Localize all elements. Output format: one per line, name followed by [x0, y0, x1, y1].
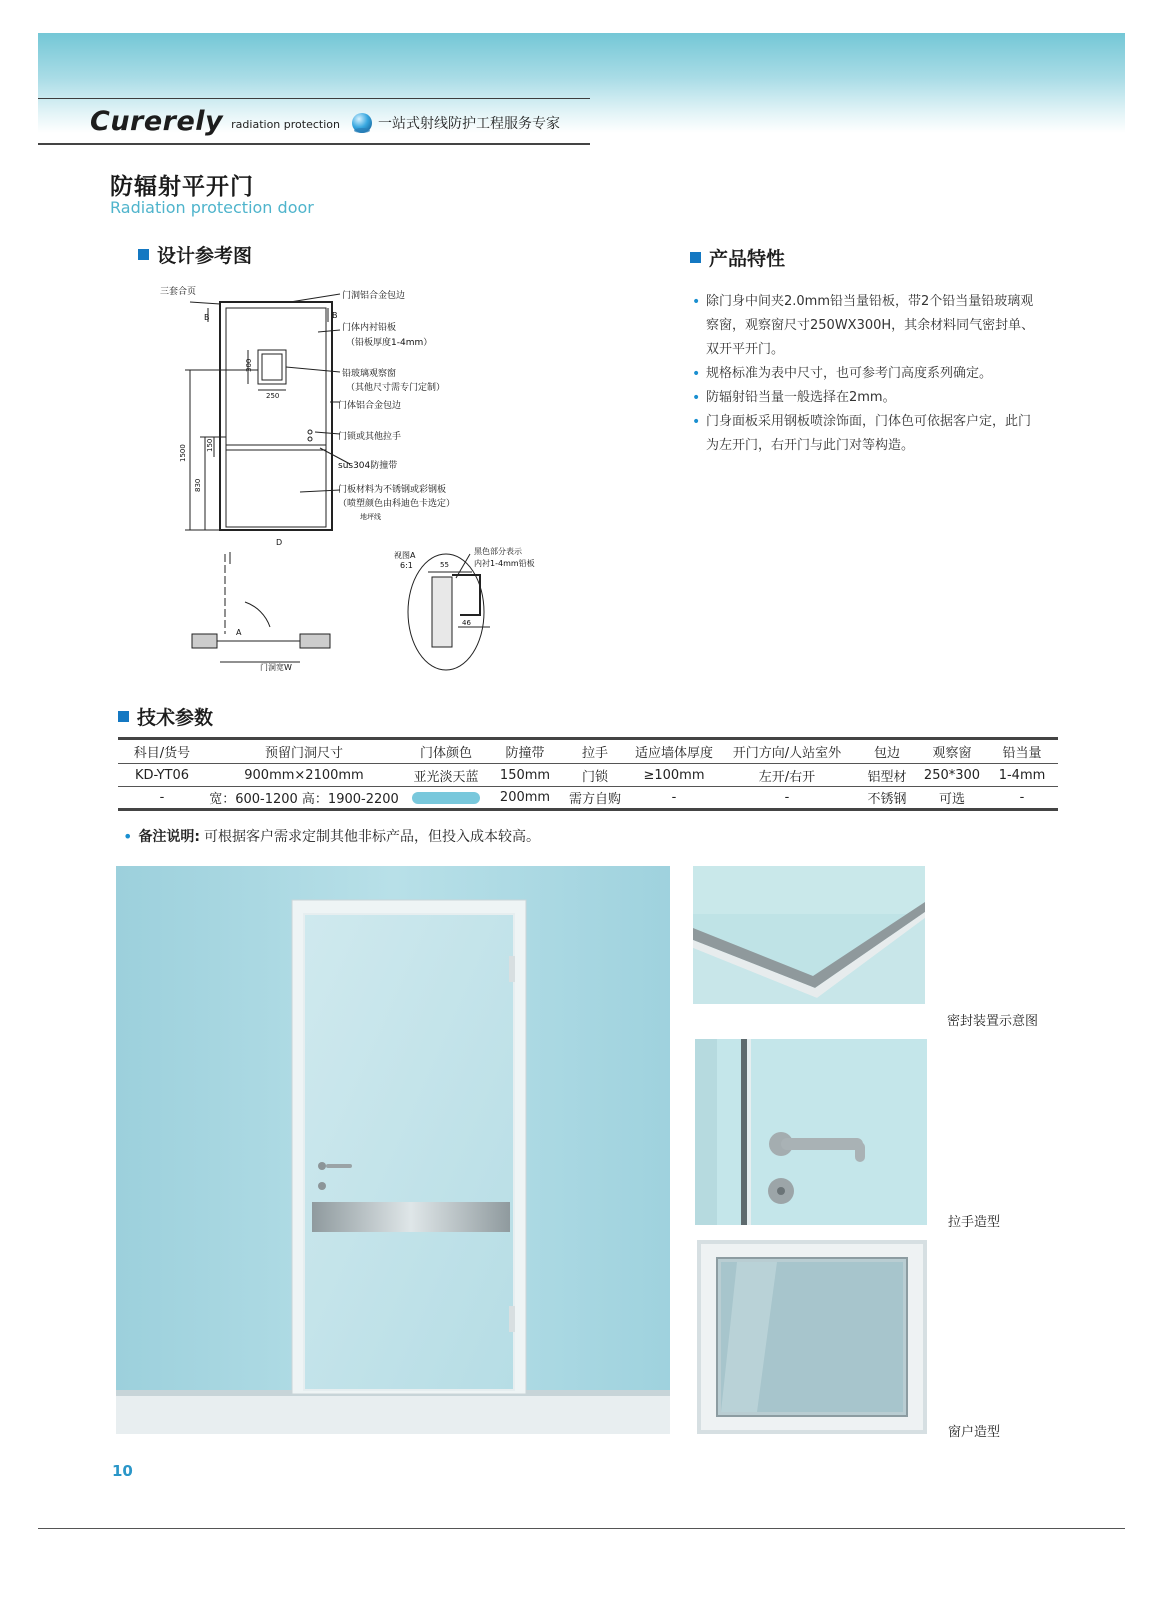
- label-view-a: 视图A: [394, 551, 416, 560]
- header-rule-top: [38, 98, 590, 99]
- label-door-edge: 门体铝合金包边: [338, 401, 402, 411]
- label-window-custom: （其他尺寸需专门定制）: [346, 383, 446, 393]
- door-photo: [116, 866, 670, 1434]
- table-cell: 需方自购: [568, 792, 621, 807]
- dim-window-h: 300: [245, 358, 253, 372]
- section-features-label: 产品特性: [709, 248, 786, 270]
- mark-a: A: [236, 628, 242, 637]
- page-title-en: Radiation protection door: [110, 198, 314, 217]
- table-cell: 不锈钢: [867, 792, 907, 807]
- table-header: 拉手: [560, 739, 630, 764]
- label-frame-edge: 门洞铝合金包边: [342, 291, 406, 301]
- mark-b: B: [204, 313, 210, 322]
- section-design-label: 设计参考图: [157, 245, 253, 267]
- header-rule-bottom: [38, 143, 590, 145]
- note: [123, 826, 540, 846]
- square-bullet-icon: [690, 252, 701, 263]
- brand-subtitle: radiation protection: [231, 117, 340, 131]
- table-cell: 1-4mm: [986, 764, 1058, 787]
- table-header: 防撞带: [490, 739, 560, 764]
- label-black-part: 黑色部分表示: [474, 547, 522, 556]
- dim-window-w: 250: [266, 392, 280, 400]
- table-cell: 亚光淡天蓝: [402, 764, 490, 787]
- table-header: 开门方向/人站室外: [718, 739, 856, 764]
- label-opening-width: 门洞宽W: [260, 663, 292, 672]
- table-cell: -: [1019, 790, 1025, 805]
- dim-detail-1: 55: [440, 561, 449, 569]
- table-cell: 200mm: [499, 790, 551, 805]
- feature-item: • 防辐射铅当量一般选择在2mm。: [690, 386, 1040, 410]
- window-photo: [697, 1240, 927, 1434]
- table-row: [118, 787, 1058, 810]
- caption-seal: 密封装置示意图: [947, 1014, 1039, 1029]
- label-view-scale: 6:1: [400, 561, 413, 570]
- mark-d: D: [276, 538, 283, 547]
- bullet-icon: •: [123, 826, 133, 846]
- dim-total-h: 1500: [179, 444, 187, 462]
- label-floor-line: 地坪线: [360, 513, 381, 521]
- table-cell: -: [784, 790, 790, 805]
- label-lead-thickness: （铅板厚度1-4mm）: [346, 338, 433, 348]
- brand-name: Curerely: [90, 105, 224, 137]
- note-text: 可根据客户需求定制其他非标产品，但投入成本较高。: [204, 829, 541, 845]
- label-bump-strip: sus304防撞带: [338, 461, 398, 471]
- table-cell: -: [671, 790, 677, 805]
- label-glass-window: 铅玻璃观察窗: [342, 369, 397, 379]
- section-tech-heading: [118, 703, 213, 730]
- table-cell: ≥100mm: [630, 764, 718, 787]
- brand-row: [90, 103, 560, 139]
- label-lead-lining: 门体内衬铅板: [342, 323, 397, 333]
- table-cell: KD-YT06: [118, 764, 206, 787]
- table-cell: 250*300: [918, 764, 986, 787]
- feature-list: [690, 290, 1040, 458]
- table-row: [118, 764, 1058, 787]
- feature-item: • 规格标准为表中尺寸，也可参考门高度系列确定。: [690, 362, 1040, 386]
- label-inner-lead: 内衬1-4mm铅板: [474, 559, 535, 568]
- section-design-heading: [138, 241, 252, 268]
- brand-slogan: 一站式射线防护工程服务专家: [377, 116, 560, 132]
- label-lock: 门锁或其他拉手: [338, 432, 402, 442]
- table-header: 观察窗: [918, 739, 986, 764]
- mark-b2: B: [332, 311, 338, 320]
- table-cell: -: [159, 790, 165, 805]
- handle-photo: [695, 1039, 927, 1225]
- feature-item: • 除门身中间夹2.0mm铅当量铅板，带2个铅当量铅玻璃观察窗，观察窗尺寸250WX300H，其余材料同气密封单、双开平开门。: [690, 290, 1040, 362]
- square-bullet-icon: [118, 711, 129, 722]
- table-cell-color: [402, 787, 490, 810]
- section-features-heading: [690, 244, 785, 271]
- table-header-row: [118, 739, 1058, 764]
- label-panel-material: 门板材料为不锈钢或彩钢板: [338, 485, 447, 495]
- globe-icon: [352, 113, 372, 133]
- dim-lower-h: 830: [194, 478, 202, 492]
- table-header: 铅当量: [986, 739, 1058, 764]
- spec-table: [118, 737, 1058, 811]
- note-label: 备注说明:: [138, 829, 201, 845]
- bottom-rule: [38, 1528, 1125, 1529]
- page-title: 防辐射平开门: [110, 174, 254, 200]
- dim-strip-h: 150: [206, 438, 214, 452]
- table-header: 预留门洞尺寸: [206, 739, 402, 764]
- table-cell: 铝型材: [856, 764, 918, 787]
- feature-item: • 门身面板采用钢板喷涂饰面，门体色可依据客户定，此门为左开门，右开门与此门对等构造。: [690, 410, 1040, 458]
- table-header: 科目/货号: [118, 739, 206, 764]
- section-tech-label: 技术参数: [137, 707, 214, 729]
- table-cell: 宽：600-1200 高：1900-2200: [209, 792, 399, 807]
- label-spray-color: （喷塑颜色由科迪色卡选定）: [338, 499, 456, 509]
- table-cell: 门锁: [560, 764, 630, 787]
- color-swatch: [412, 792, 480, 804]
- table-cell: 可选: [938, 792, 965, 807]
- square-bullet-icon: [138, 249, 149, 260]
- caption-handle: 拉手造型: [948, 1215, 1001, 1230]
- page-number: 10: [112, 1462, 133, 1480]
- table-cell: 150mm: [490, 764, 560, 787]
- table-header: 适应墙体厚度: [630, 739, 718, 764]
- table-cell: 900mm×2100mm: [206, 764, 402, 787]
- table-header: 门体颜色: [402, 739, 490, 764]
- label-hinge: 三套合页: [160, 287, 197, 297]
- table-cell: 左开/右开: [718, 764, 856, 787]
- seal-photo: [693, 866, 925, 1004]
- caption-window: 窗户造型: [948, 1425, 1001, 1440]
- design-drawing: [150, 282, 580, 682]
- table-header: 包边: [856, 739, 918, 764]
- dim-detail-2: 46: [462, 619, 471, 627]
